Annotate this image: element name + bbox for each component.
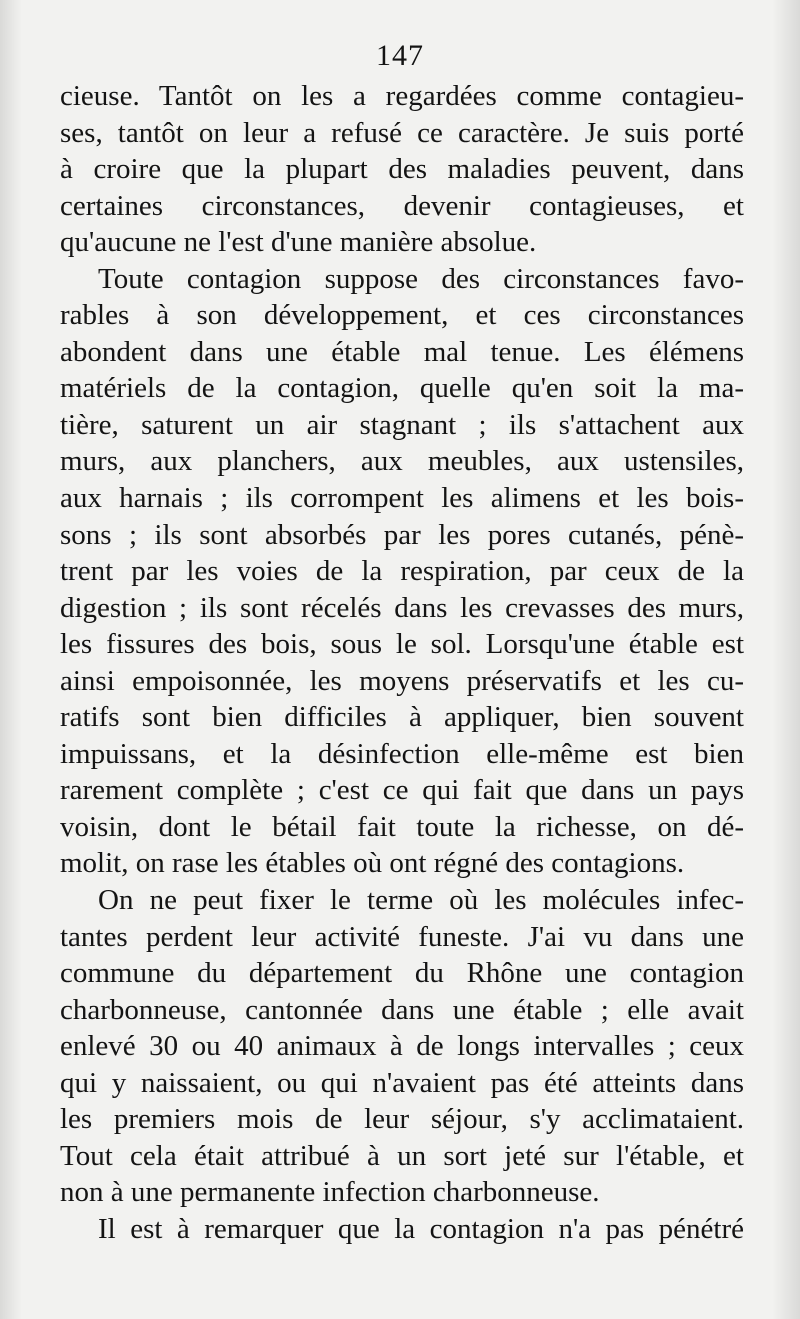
text-line: non à une permanente infection charbonneuse. [60, 1176, 600, 1209]
text-line: qui y naissaient, ou qui n'avaient pas été atteints dans [60, 1066, 744, 1099]
text-line: tantes perdent leur activité funeste. J'ai vu dans une [60, 920, 744, 953]
text-line: commune du département du Rhône une contagion [60, 957, 744, 990]
text-line: à croire que la plupart des maladies peuvent, dans [60, 153, 744, 186]
text-line: ainsi empoisonnée, les moyens préservatifs et les cu- [60, 664, 744, 697]
text-line: les premiers mois de leur séjour, s'y acclimataient. [60, 1103, 744, 1136]
text-line: sons ; ils sont absorbés par les pores cutanés, pénè- [60, 518, 744, 551]
page-number: 147 [376, 39, 424, 72]
text-line: qu'aucune ne l'est d'une manière absolue. [60, 226, 537, 259]
text-line: tière, saturent un air stagnant ; ils s'attachent aux [60, 408, 744, 441]
text-line: ratifs sont bien difficiles à appliquer, bien souvent [60, 701, 744, 734]
text-line: abondent dans une étable mal tenue. Les élémens [60, 335, 744, 368]
text-line: aux harnais ; ils corrompent les alimens et les bois- [60, 482, 744, 515]
text-line: charbonneuse, cantonnée dans une étable ; elle avait [60, 993, 744, 1026]
text-line: Tout cela était attribué à un sort jeté sur l'étable, et [60, 1139, 744, 1172]
text-line: trent par les voies de la respiration, par ceux de la [60, 555, 744, 588]
text-line: cieuse. Tantôt on les a regardées comme contagieu- [60, 80, 744, 112]
text-line: molit, on rase les étables où ont régné des contagions. [60, 847, 685, 880]
text-line: rarement complète ; c'est ce qui fait que dans un pays [60, 774, 744, 807]
text-line: Il est à remarquer que la contagion n'a pas pénétré [98, 1212, 744, 1245]
text-line: enlevé 30 ou 40 animaux à de longs intervalles ; ceux [60, 1030, 744, 1063]
page-shadow-right [772, 0, 800, 1319]
text-line: matériels de la contagion, quelle qu'en soit la ma- [60, 372, 744, 405]
text-line: rables à son développement, et ces circonstances [60, 299, 744, 332]
text-line: digestion ; ils sont récelés dans les crevasses des murs, [60, 591, 744, 624]
text-line: certaines circonstances, devenir contagieuses, et [60, 189, 744, 222]
text-line: On ne peut fixer le terme où les molécules infec- [98, 884, 744, 917]
body-text [60, 78, 744, 1248]
text-line: les fissures des bois, sous le sol. Lorsqu'une étable est [60, 628, 744, 661]
text-line: impuissans, et la désinfection elle-même est bien [60, 737, 744, 770]
text-line: voisin, dont le bétail fait toute la richesse, on dé- [60, 810, 744, 843]
page-shadow-left [0, 0, 22, 1319]
text-line: Toute contagion suppose des circonstances favo- [98, 262, 744, 295]
text-line: murs, aux planchers, aux meubles, aux ustensiles, [60, 445, 744, 478]
text-line: ses, tantôt on leur a refusé ce caractère. Je suis porté [60, 116, 744, 149]
